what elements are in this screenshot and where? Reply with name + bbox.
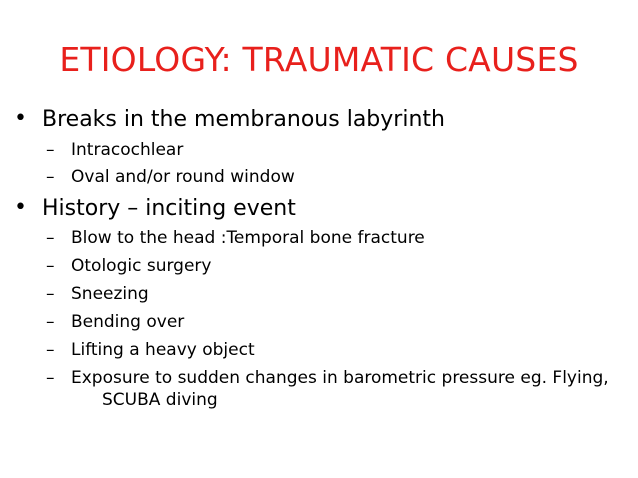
- bullet-text: History – inciting event: [42, 196, 296, 221]
- bullet-text: Breaks in the membranous labyrinth: [42, 107, 445, 132]
- bullet-marker: •: [14, 106, 27, 131]
- sub-bullet-text: Oval and/or round window: [71, 167, 295, 187]
- sub-bullet-text: Lifting a heavy object: [71, 340, 255, 360]
- slide-title: ETIOLOGY: TRAUMATIC CAUSES: [59, 40, 579, 79]
- dash-marker: –: [46, 140, 55, 160]
- sub-bullet-text: Otologic surgery: [71, 256, 212, 276]
- dash-marker: –: [46, 340, 55, 360]
- dash-marker: –: [46, 228, 55, 248]
- sub-bullet-continuation: SCUBA diving: [102, 390, 218, 410]
- bullet-marker: •: [14, 195, 27, 220]
- sub-bullet-text: Exposure to sudden changes in barometric pressure eg. Flying,: [71, 368, 609, 388]
- dash-marker: –: [46, 368, 55, 388]
- dash-marker: –: [46, 284, 55, 304]
- dash-marker: –: [46, 167, 55, 187]
- sub-bullet-text: Bending over: [71, 312, 185, 332]
- sub-bullet-text: Blow to the head :Temporal bone fracture: [71, 228, 425, 248]
- dash-marker: –: [46, 312, 55, 332]
- dash-marker: –: [46, 256, 55, 276]
- sub-bullet-text: Intracochlear: [71, 140, 184, 160]
- sub-bullet-text: Sneezing: [71, 284, 149, 304]
